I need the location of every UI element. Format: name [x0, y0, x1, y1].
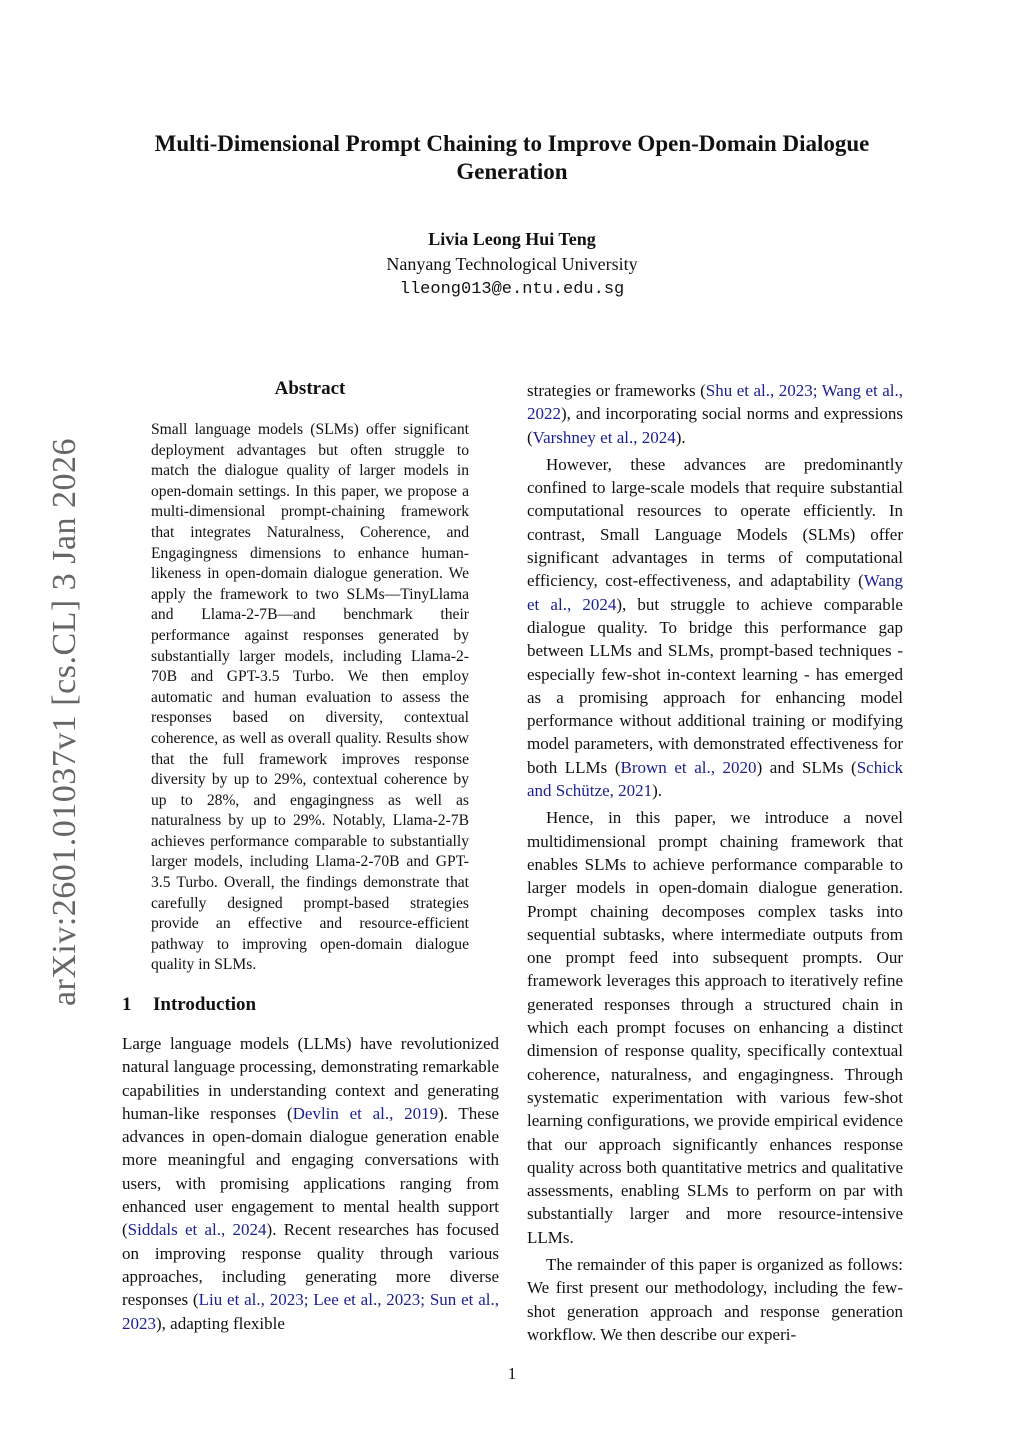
- section-title: Introduction: [153, 994, 257, 1015]
- citation-link[interactable]: Brown et al., 2020: [620, 757, 757, 777]
- intro-paragraph-1: [122, 1032, 499, 1335]
- author-email: lleong013@e.ntu.edu.sg: [399, 280, 625, 299]
- text-run: However, these advances are predominantly confined to large-scale models that require substantial computational resources to operate efficiently. In contrast, Small Language Models (SLMs) offer significant advantages in terms of computational efficiency, cost-effectiveness, and adaptability (: [527, 454, 903, 591]
- intro-paragraph-3: Hence, in this paper, we introduce a novel multidimensional prompt chaining framework that enables SLMs to achieve performance comparable to larger models in open-domain dialogue generation. Prompt chaining decomposes complex tasks into sequential subtasks, where intermediate outputs from one prompt feed into subsequent prompts. Our framework leverages this approach to iteratively refine generated responses through a structured chain in which each prompt focuses on enhancing a distinct dimension of response quality, specifically contextual coherence, naturalness, and engagingness. Through systematic experimentation with various few-shot learning configurations, we provide empirical evidence that our approach significantly enhances response quality across both quantitative metrics and qualitative assessments, enabling SLMs to perform on par with substantially larger and more resource-intensive LLMs.: [527, 808, 903, 1247]
- section-heading-introduction: [122, 994, 256, 1016]
- intro-left-column: [122, 1032, 499, 1335]
- text-run: ). These advances in open-domain dialogue generation enable more meaningful and engaging conversations with users, with promising applications ranging from enhanced user engagement to mental health support (: [122, 1103, 500, 1240]
- text-run: Large language models (LLMs) have revolutionized natural language processing, demonstrating remarkable capabilities in understanding context and generating human-like responses (: [122, 1034, 499, 1123]
- text-run: ).: [652, 781, 663, 801]
- paper-title: Multi-Dimensional Prompt Chaining to Improve Open-Domain Dialogue Generation: [154, 131, 870, 184]
- page-number: 1: [507, 1364, 517, 1383]
- citation-link[interactable]: Schick and Schütze, 2021: [527, 757, 903, 801]
- text-run: strategies or frameworks (: [527, 381, 706, 400]
- text-run: ), adapting flexible: [156, 1313, 285, 1333]
- text-run: ) and SLMs (: [756, 757, 857, 777]
- citation-link[interactable]: Lee et al., 2023: [313, 1290, 421, 1310]
- citation-link[interactable]: Siddals et al., 2024: [127, 1220, 267, 1240]
- text-run: ). Recent researches has focused on improving response quality through various approaches, including generating more diverse responses (: [122, 1220, 499, 1310]
- intro-paragraph-1-continued: [527, 379, 903, 449]
- text-run: ), but struggle to achieve comparable dialogue quality. To bridge this performance gap between LLMs and SLMs, prompt-based techniques - especially few-shot in-context learning - has emerged as a promising approach for enhancing model performance without additional training or modifying model parameters, with demonstrated effectiveness for both LLMs (: [527, 594, 903, 777]
- abstract-heading: Abstract: [274, 378, 346, 399]
- intro-right-column: [527, 379, 903, 1346]
- citation-link[interactable]: Devlin et al., 2019: [292, 1103, 439, 1123]
- arxiv-identifier: arXiv:2601.01037v1 [cs.CL] 3 Jan 2026: [46, 437, 83, 1007]
- section-number: 1: [122, 994, 132, 1015]
- citation-link[interactable]: Sun et al., 2023: [122, 1290, 499, 1333]
- author-affiliation: Nanyang Technological University: [386, 254, 638, 274]
- citation-separator: ;: [420, 1290, 430, 1310]
- citation-link[interactable]: Shu et al., 2023: [705, 381, 813, 400]
- citation-link[interactable]: Wang et al., 2024: [527, 571, 903, 614]
- intro-paragraph-2: [527, 453, 903, 802]
- abstract-text: Small language models (SLMs) offer significant deployment advantages but often struggle to match the dialogue quality of larger models in open-domain settings. In this paper, we propose a multi-dimensional prompt-chaining framework that integrates Naturalness, Coherence, and Engagingness dimensions to enhance human-likeness in open-domain dialogue generation. We apply the framework to two SLMs—TinyLlama and Llama-2-7B—and benchmark their performance against responses generated by substantially larger models, including Llama-2-70B and GPT-3.5 Turbo. We then employ automatic and human evaluation to assess the responses based on diversity, contextual coherence, as well as overall quality. Results show that the full framework improves response diversity by up to 29%, contextual coherence by up to 28%, and engagingness as well as naturalness by up to 29%. Notably, Llama-2-7B achieves performance comparable to substantially larger models, including Llama-2-70B and GPT-3.5 Turbo. Overall, the findings demonstrate that carefully designed prompt-based strategies provide an effective and resource-efficient pathway to improving open-domain dialogue quality in SLMs.: [151, 421, 469, 974]
- citation-link[interactable]: Varshney et al., 2024: [532, 427, 676, 447]
- citation-separator: ;: [303, 1290, 314, 1310]
- citation-link[interactable]: Wang et al., 2022: [527, 381, 904, 424]
- citation-separator: ;: [812, 381, 822, 400]
- author-name: Livia Leong Hui Teng: [428, 229, 596, 249]
- intro-paragraph-4: The remainder of this paper is organized as follows: We first present our methodology, including the few-shot generation approach and response generation workflow. We then describe our experi-: [527, 1254, 903, 1344]
- text-run: ).: [675, 427, 686, 447]
- text-run: ), and incorporating social norms and expressions (: [527, 404, 903, 447]
- citation-link[interactable]: Liu et al., 2023: [198, 1290, 304, 1310]
